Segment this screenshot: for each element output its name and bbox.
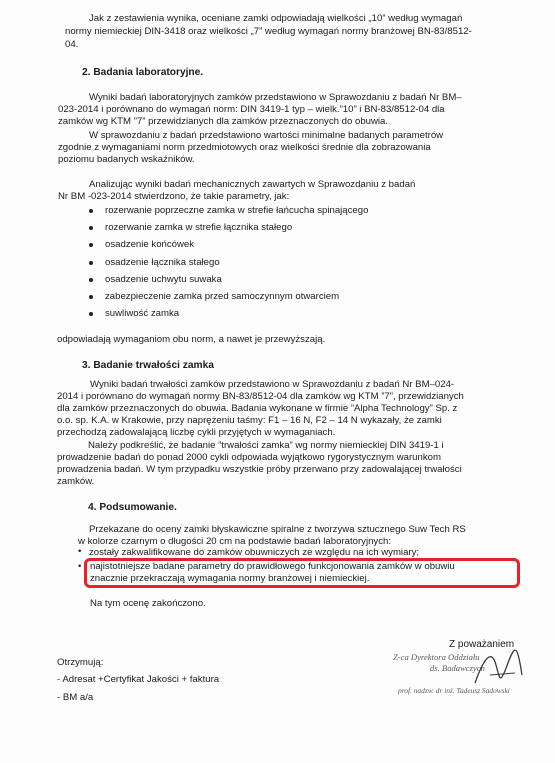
section-3-heading: 3. Badanie trwałości zamka [82,360,214,371]
s2-para1-line: 023-2014 i porównano do wymagań norm: DIN 3419-1 typ – wielk.”10” i BN-83/8512-04 dla [58,104,445,115]
s4-bullet-2-line-2: znacznie przekraczają wymagania normy branżowej i niemieckiej. [90,573,370,584]
s3-para2-line: prowadzenie badań do ponad 2000 cykli odpowiada wyjątkowo rygorystycznym warunkom [57,452,441,463]
s4-para1-line: w kolorze czarnym o długości 20 cm na podstawie badań laboratoryjnych: [78,536,392,547]
recipients-heading: Otrzymują: [57,657,104,668]
s3-para1-line: o.o. sp. K.A. w Krakowie, przy naprężeniu taśmy: F1 – 16 N, F2 – 14 N wykazały, że zamki [57,415,442,426]
s2-para1-line: zamków wg KTM ”7” przewidzianych dla zamków przeznaczonych do obuwia. [58,116,389,127]
s2-para3-line: Nr BM -023-2014 stwierdzono, że takie parametry, jak: [58,191,290,202]
s2-para3-line: Analizując wyniki badań mechanicznych zawartych w Sprawozdaniu z badań [89,179,416,190]
s4-bullet-1: zostały zakwalifikowane do zamków obuwniczych ze względu na ich wymiary; [89,547,420,558]
s4-para1-line: Przekazane do oceny zamki błyskawiczne spiralne z tworzywa sztucznego Suw Tech RS [89,524,466,535]
s2-para2-line: poziomu badanych wskaźników. [58,154,195,165]
s4-bullet-marker: • [78,546,82,557]
signature-role-2: ds. Badawczych [430,663,485,673]
s2-para2-line: W sprawozdaniu z badań przedstawiono wartości minimalne badanych parametrów [89,130,444,141]
intro-line-1: Jak z zestawienia wynika, oceniane zamki odpowiadają wielkości „10” według wymagań [89,13,463,24]
s4-bullet-2-line-1: najistotniejsze badane parametry do prawidłowego funkcjonowania zamków w obuwiu [90,561,455,572]
s3-para1-line: Wyniki badań trwałości zamków przedstawiono w Sprawozdaniu z badań Nr BM–024- [90,379,455,390]
s3-para2-line: Należy podkreślić, że badanie ”trwałości zamka” wg normy niemieckiej DIN 3419-1 i [88,440,444,451]
list-item: rozerwanie poprzeczne zamka w strefie łańcucha spinającego [88,205,368,222]
intro-line-3: 04. [65,39,79,50]
signature-role-1: Z-ca Dyrektora Oddziału [393,652,480,662]
recipient-item: - Adresat +Certyfikat Jakości + faktura [57,674,220,685]
list-item: rozerwanie zamka w strefie łącznika stałego [88,222,368,239]
signature-scribble [470,645,530,690]
s2-para2-line: zgodnie z wymaganiami norm przedmiotowych oraz wielkości średnie dla zobrazowania [58,142,431,153]
section-2-heading: 2. Badania laboratoryjne. [82,67,204,78]
s3-para2-line: prowadzenia badań. W tym przypadku wszystkie próby przerwano przy zadowalającej trwałości [57,464,462,475]
closing-text: Na tym ocenę zakończono. [90,598,206,609]
s2-conclusion: odpowiadają wymaganiom obu norm, a nawet je przewyższają. [57,334,326,345]
list-item: osadzenie końcówek [88,239,368,256]
recipient-item: - BM a/a [57,692,94,703]
s2-para1-line: Wyniki badań laboratoryjnych zamków przedstawiono w Sprawozdaniu z badań Nr BM– [89,92,462,103]
s3-para2-line: zamków. [57,476,95,487]
section-4-heading: 4. Podsumowanie. [88,502,177,513]
highlight-annotation [84,558,520,588]
s3-para1-line: dla zamków przeznaczonych do obuwia. Badania wykonane w firmie ”Alpha Technology” Sp. z [57,403,458,414]
s3-para1-line: przechodzą zadowalającą liczbę cykli przyjętych w wymaganiach. [57,427,336,438]
intro-line-2: normy niemieckiej DIN-3418 oraz wielkości „7” według wymagań normy branżowej BN-83/8512- [65,26,472,37]
list-item: zabezpieczenie zamka przed samoczynnym otwarciem [88,291,368,308]
list-item: suwliwość zamka [88,308,368,325]
signature-name: prof. nadzw. dr inż. Tadeusz Sadowski [398,686,510,695]
s4-bullet-marker: • [78,561,82,572]
s3-para1-line: 2014 i porównano do wymagań normy BN-83/8512-04 dla zamków wg KTM ”7”, przewidzianych [57,391,464,402]
list-item: osadzenie łącznika stałego [88,257,368,274]
parameter-list [88,205,368,325]
list-item: osadzenie uchwytu suwaka [88,274,368,291]
regards-text: Z poważaniem [449,639,515,650]
